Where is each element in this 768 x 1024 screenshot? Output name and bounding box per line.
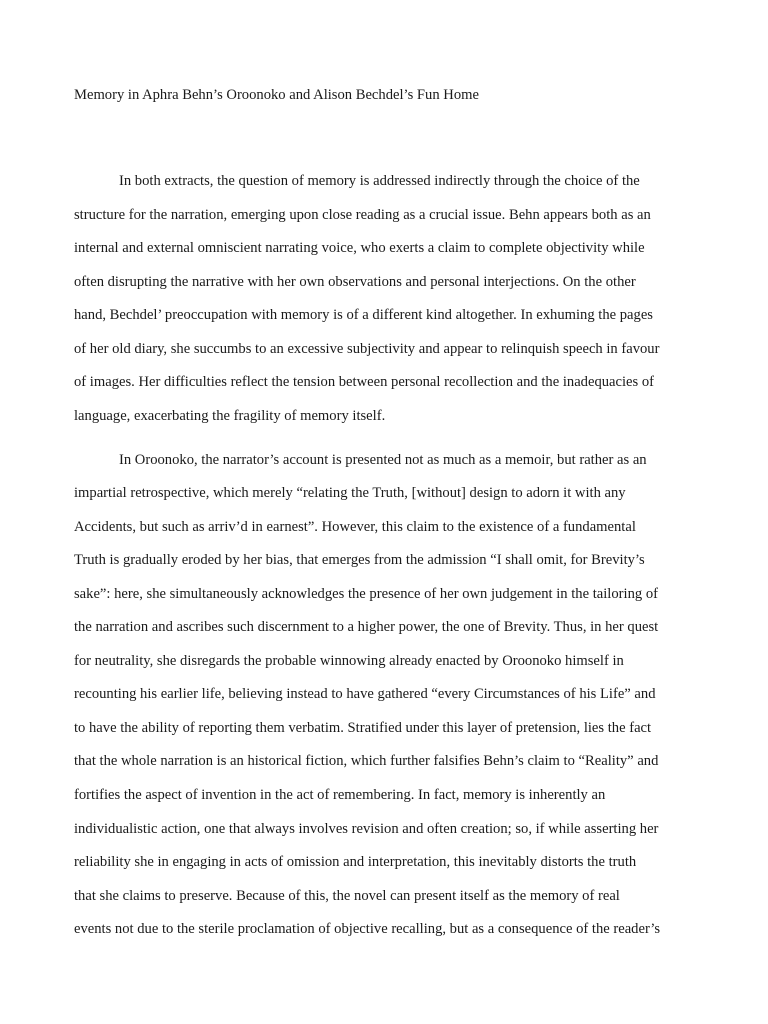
paragraph-2-line-1: In Oroonoko, the narrator’s account is presented not as much as a memoir, but rather as an — [119, 452, 647, 468]
paragraph-2-line-4: Truth is gradually eroded by her bias, that emerges from the admission “I shall omit, for Brevity’s — [74, 552, 645, 568]
paragraph-2-line-15: events not due to the sterile proclamation of objective recalling, but as a consequence of the reader’s — [74, 921, 661, 937]
paragraph-2-line-7: for neutrality, she disregards the probable winnowing already enacted by Oroonoko himself in — [74, 653, 624, 669]
paragraph-2-line-12: individualistic action, one that always involves revision and often creation; so, if while asserting her — [74, 821, 659, 837]
paragraph-1-line-8: language, exacerbating the fragility of memory itself. — [74, 408, 386, 424]
paragraph-2-line-10: that the whole narration is an historical fiction, which further falsifies Behn’s claim to “Reality” and — [74, 753, 659, 769]
paragraph-2-line-8: recounting his earlier life, believing instead to have gathered “every Circumstances of his Life” and — [74, 686, 656, 702]
paragraph-1-line-5: hand, Bechdel’ preoccupation with memory is of a different kind altogether. In exhuming the pages — [74, 307, 653, 323]
paragraph-2-line-11: fortifies the aspect of invention in the act of remembering. In fact, memory is inherently an — [74, 787, 606, 803]
paragraph-2-line-3: Accidents, but such as arriv’d in earnest”. However, this claim to the existence of a fundamental — [74, 519, 636, 535]
paragraph-1-line-4: often disrupting the narrative with her own observations and personal interjections. On the other — [74, 274, 636, 290]
paragraph-1-line-3: internal and external omniscient narrating voice, who exerts a claim to complete objectivity while — [74, 240, 645, 256]
paragraph-1-line-7: of images. Her difficulties reflect the tension between personal recollection and the inadequacies of — [74, 374, 655, 390]
paragraph-2-line-13: reliability she in engaging in acts of omission and interpretation, this inevitably distorts the truth — [74, 854, 637, 870]
paragraph-2-line-9: to have the ability of reporting them verbatim. Stratified under this layer of pretension, lies the fact — [74, 720, 652, 736]
paragraph-1-line-6: of her old diary, she succumbs to an excessive subjectivity and appear to relinquish speech in favour — [74, 341, 660, 357]
paragraph-2-line-6: the narration and ascribes such discernment to a higher power, the one of Brevity. Thus, in her quest — [74, 619, 659, 635]
paragraph-1-line-1: In both extracts, the question of memory is addressed indirectly through the choice of the — [119, 173, 640, 189]
paragraph-2-line-5: sake”: here, she simultaneously acknowledges the presence of her own judgement in the tailoring of — [74, 586, 658, 602]
paragraph-2-line-2: impartial retrospective, which merely “relating the Truth, [without] design to adorn it with any — [74, 485, 626, 501]
paragraph-2-line-14: that she claims to preserve. Because of this, the novel can present itself as the memory of real — [74, 888, 620, 904]
document-title: Memory in Aphra Behn’s Oroonoko and Alison Bechdel’s Fun Home — [74, 87, 479, 103]
paragraph-1-line-2: structure for the narration, emerging upon close reading as a crucial issue. Behn appears both as an — [74, 207, 651, 223]
